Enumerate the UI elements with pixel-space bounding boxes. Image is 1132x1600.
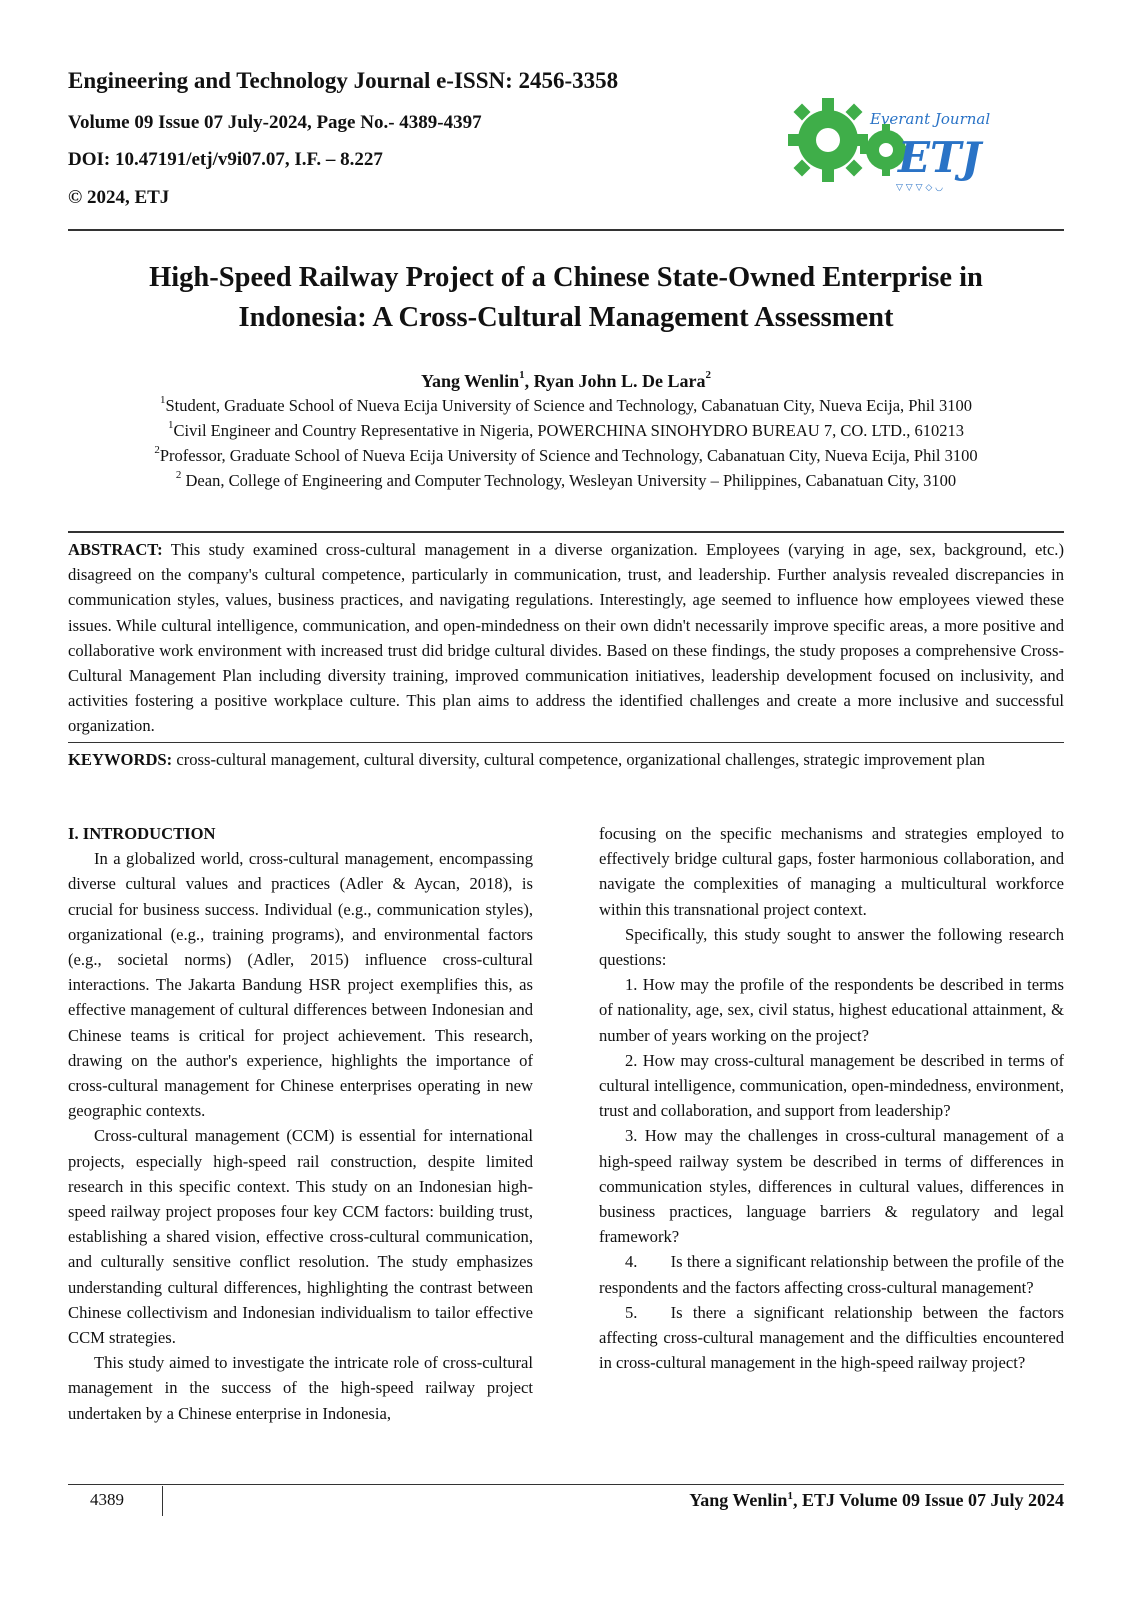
research-question: 2. How may cross-cultural management be described in terms of cultural intelligence, communication, open-mindedness, environment, trust and collaboration, and support from leadership?: [599, 1050, 1064, 1121]
research-question: 5. Is there a significant relationship between the factors affecting cross-cultural management and the difficulties encountered in cross-cultural management in the high-speed railway project?: [599, 1302, 1064, 1373]
paragraph: Cross-cultural management (CCM) is essential for international projects, especially high-speed rail construction, despite limited research in this specific context. This study on an Indonesian high-speed railway project proposes four key CCM factors: building trust, establishing a shared vision, effective cross-cultural communication, and culturally sensitive conflict resolution. The study emphasizes understanding cultural differences, highlighting the contrast between Chinese collectivism and Indonesian individualism to tailor effective CCM strategies.: [68, 1126, 533, 1348]
journal-logo: [788, 90, 1008, 200]
abstract: [68, 537, 1064, 739]
affiliation-1: $^1$Student, Graduate School of Nueva Ecija University of Science and Technology, Cabanatuan City, Nueva Ecija, Phil 3100: [159, 394, 973, 415]
paragraph: focusing on the specific mechanisms and strategies employed to effectively bridge cultural gaps, foster harmonious collaboration, and navigate the complexities of managing a multicultural workforce within this transnational project context.: [599, 824, 1064, 919]
section-heading: I. INTRODUCTION: [68, 824, 216, 843]
journal-name: Engineering and Technology Journal e-ISSN: 2456-3358: [68, 68, 619, 93]
paragraph: In a globalized world, cross-cultural management, encompassing diverse cultural values and practices (Adler & Aycan, 2018), is crucial for business success. Individual (e.g., communication styles), organizational (e.g., training programs), and environmental factors (e.g., societal norms) (Adler, 2015) influence cross-cultural interactions. The Jakarta Bandung HSR project exemplifies this, as effective management of cultural differences between Indonesian and Chinese teams is critical for project achievement. This research, drawing on the author's experience, highlights the importance of cross-cultural management for Chinese enterprises operating in new geographic contexts.: [68, 849, 533, 1121]
research-question: 4. Is there a significant relationship between the profile of the respondents and the factors affecting cross-cultural management?: [599, 1252, 1064, 1297]
paper-title: [68, 258, 1064, 338]
abstract-text: This study examined cross-cultural management in a diverse organization. Employees (varying in age, sex, background, etc.) disagreed on the company's cultural competence, particularly in communication, trust, and leadership. Further analysis revealed discrepancies in communication styles, values, business practices, and navigating regulations. Interestingly, age seemed to influence how employees viewed these issues. While cultural intelligence, communication, and open-mindedness on their own didn't necessarily improve specific areas, a more positive and collaborative work environment with increased trust did bridge cultural divides. Based on these findings, the study proposes a comprehensive Cross-Cultural Management Plan including diversity training, improved communication initiatives, leadership development focused on inclusivity, and activities fostering a positive workplace culture. This plan aims to address the identified challenges and create a more inclusive and successful organization.: [68, 540, 1064, 736]
volume-info: Volume 09 Issue 07 July-2024, Page No.- 4389-4397: [68, 112, 482, 133]
paragraph: Specifically, this study sought to answer the following research questions:: [599, 924, 1064, 970]
running-footer: Yang Wenlin$^1$, ETJ Volume 09 Issue 07 July 2024: [689, 1490, 1064, 1510]
abstract-label: ABSTRACT:: [68, 540, 163, 559]
copyright: © 2024, ETJ: [68, 187, 170, 208]
page-number: 4389: [90, 1490, 124, 1509]
header-rule: [68, 229, 1064, 231]
doi-info: DOI: 10.47191/etj/v9i07.07, I.F. – 8.227: [68, 149, 383, 170]
svg-text:▽ ▽ ▽ ◇ ◡: ▽ ▽ ▽ ◇ ◡: [896, 183, 943, 193]
body-right-column: [599, 821, 1064, 1375]
abstract-bottom-rule: [68, 742, 1064, 743]
affiliation-3: $^2$Professor, Graduate School of Nueva Ecija University of Science and Technology, Cabanatuan City, Nueva Ecija, Phil 3100: [154, 444, 978, 465]
author-2: Ryan John L. De Lara: [533, 371, 706, 391]
affiliation-2: $^1$Civil Engineer and Country Representative in Nigeria, POWERCHINA SINOHYDRO BUREAU 7, CO. LTD., 610213: [168, 419, 964, 440]
title-line-2: Indonesia: A Cross-Cultural Management Assessment: [238, 302, 894, 333]
author-list: Yang Wenlin$^1$, Ryan John L. De Lara$^2$: [420, 369, 712, 391]
keywords: [68, 747, 1064, 772]
abstract-top-rule: [68, 531, 1064, 533]
keywords-label: KEYWORDS:: [68, 750, 173, 769]
title-line-1: High-Speed Railway Project of a Chinese State-Owned Enterprise in: [149, 262, 983, 293]
paragraph: This study aimed to investigate the intricate role of cross-cultural management in the success of the high-speed railway project undertaken by a Chinese enterprise in Indonesia,: [68, 1353, 533, 1423]
affiliation-4: $^2$ Dean, College of Engineering and Computer Technology, Wesleyan University – Philippines, Cabanatuan City, 3100: [175, 469, 957, 490]
logo-top-text: Everant Journal: [870, 110, 991, 128]
body-left-column: [68, 821, 533, 1426]
footer-divider: [162, 1486, 163, 1516]
footer-rule: [68, 1484, 1064, 1485]
research-question: 3. How may the challenges in cross-cultural management of a high-speed railway system be described in terms of differences in communication styles, differences in cultural values, differences in business practices, language barriers & regulatory and legal framework?: [599, 1126, 1064, 1247]
author-1: Yang Wenlin: [420, 371, 520, 391]
research-question: 1. How may the profile of the respondents be described in terms of nationality, age, sex, civil status, highest educational attainment, & number of years working on the project?: [599, 975, 1064, 1045]
logo-main-text: ETJ: [898, 133, 982, 182]
keywords-text: cross-cultural management, cultural diversity, cultural competence, organizational challenges, strategic improvement plan: [172, 750, 985, 769]
